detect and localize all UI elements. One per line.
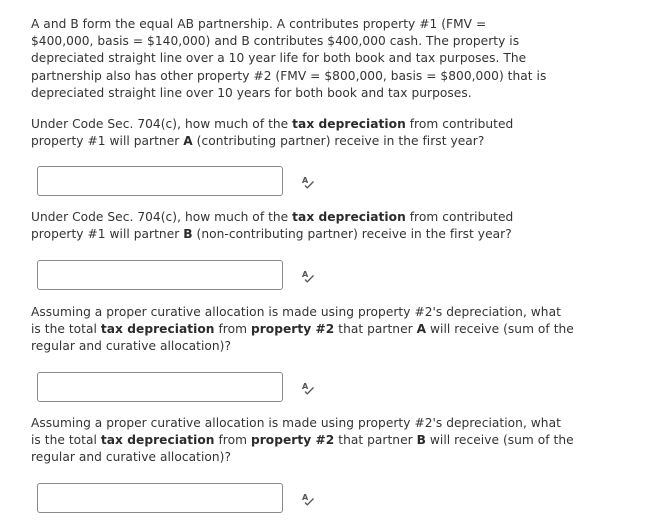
question-text-line: is the total tax depreciation from property #2 that partner B will receive (sum of the: [31, 433, 574, 448]
answer-row-4: [37, 483, 315, 513]
intro-line: A and B form the equal AB partnership. A contributes property #1 (FMV =: [31, 17, 487, 31]
question-text-line: Assuming a proper curative allocation is made using property #2's depreciation, what: [31, 305, 561, 319]
question-4: [31, 415, 621, 467]
question-2: [31, 209, 621, 243]
svg-text:A: A: [302, 176, 309, 185]
answer-row-2: [37, 260, 315, 290]
intro-line: $400,000, basis = $140,000) and B contributes $400,000 cash. The property is: [31, 34, 520, 49]
spell-check-icon[interactable]: [301, 380, 315, 394]
question-text-line: property #1 will partner B (non-contributing partner) receive in the first year?: [31, 227, 512, 242]
answer-input-4[interactable]: [37, 483, 283, 513]
intro-line: depreciated straight line over a 10 year life for both book and tax purposes. The: [31, 51, 527, 66]
intro-line: partnership also has other property #2 (FMV = $800,000, basis = $800,000) that is: [31, 68, 547, 83]
svg-text:A: A: [302, 382, 309, 391]
question-text-line: Under Code Sec. 704(c), how much of the tax depreciation from contributed: [31, 117, 514, 131]
answer-input-2[interactable]: [37, 260, 283, 290]
svg-text:A: A: [302, 270, 309, 279]
intro-line: depreciated straight line over 10 years for both book and tax purposes.: [31, 85, 472, 100]
question-text-line: Assuming a proper curative allocation is made using property #2's depreciation, what: [31, 416, 561, 430]
answer-input-1[interactable]: [37, 166, 283, 196]
question-1: [31, 116, 621, 150]
problem-statement: [31, 16, 621, 102]
spell-check-icon[interactable]: [301, 174, 315, 188]
svg-text:A: A: [302, 493, 309, 502]
spell-check-icon[interactable]: [301, 268, 315, 282]
question-text-line: Under Code Sec. 704(c), how much of the tax depreciation from contributed: [31, 210, 514, 224]
spell-check-icon[interactable]: [301, 491, 315, 505]
question-text-line: regular and curative allocation)?: [31, 339, 231, 354]
answer-row-1: [37, 166, 315, 196]
answer-row-3: [37, 372, 315, 402]
question-text-line: regular and curative allocation)?: [31, 450, 231, 465]
question-text-line: property #1 will partner A (contributing partner) receive in the first year?: [31, 134, 485, 149]
question-text-line: is the total tax depreciation from property #2 that partner A will receive (sum of the: [31, 322, 574, 337]
answer-input-3[interactable]: [37, 372, 283, 402]
question-3: [31, 304, 621, 356]
